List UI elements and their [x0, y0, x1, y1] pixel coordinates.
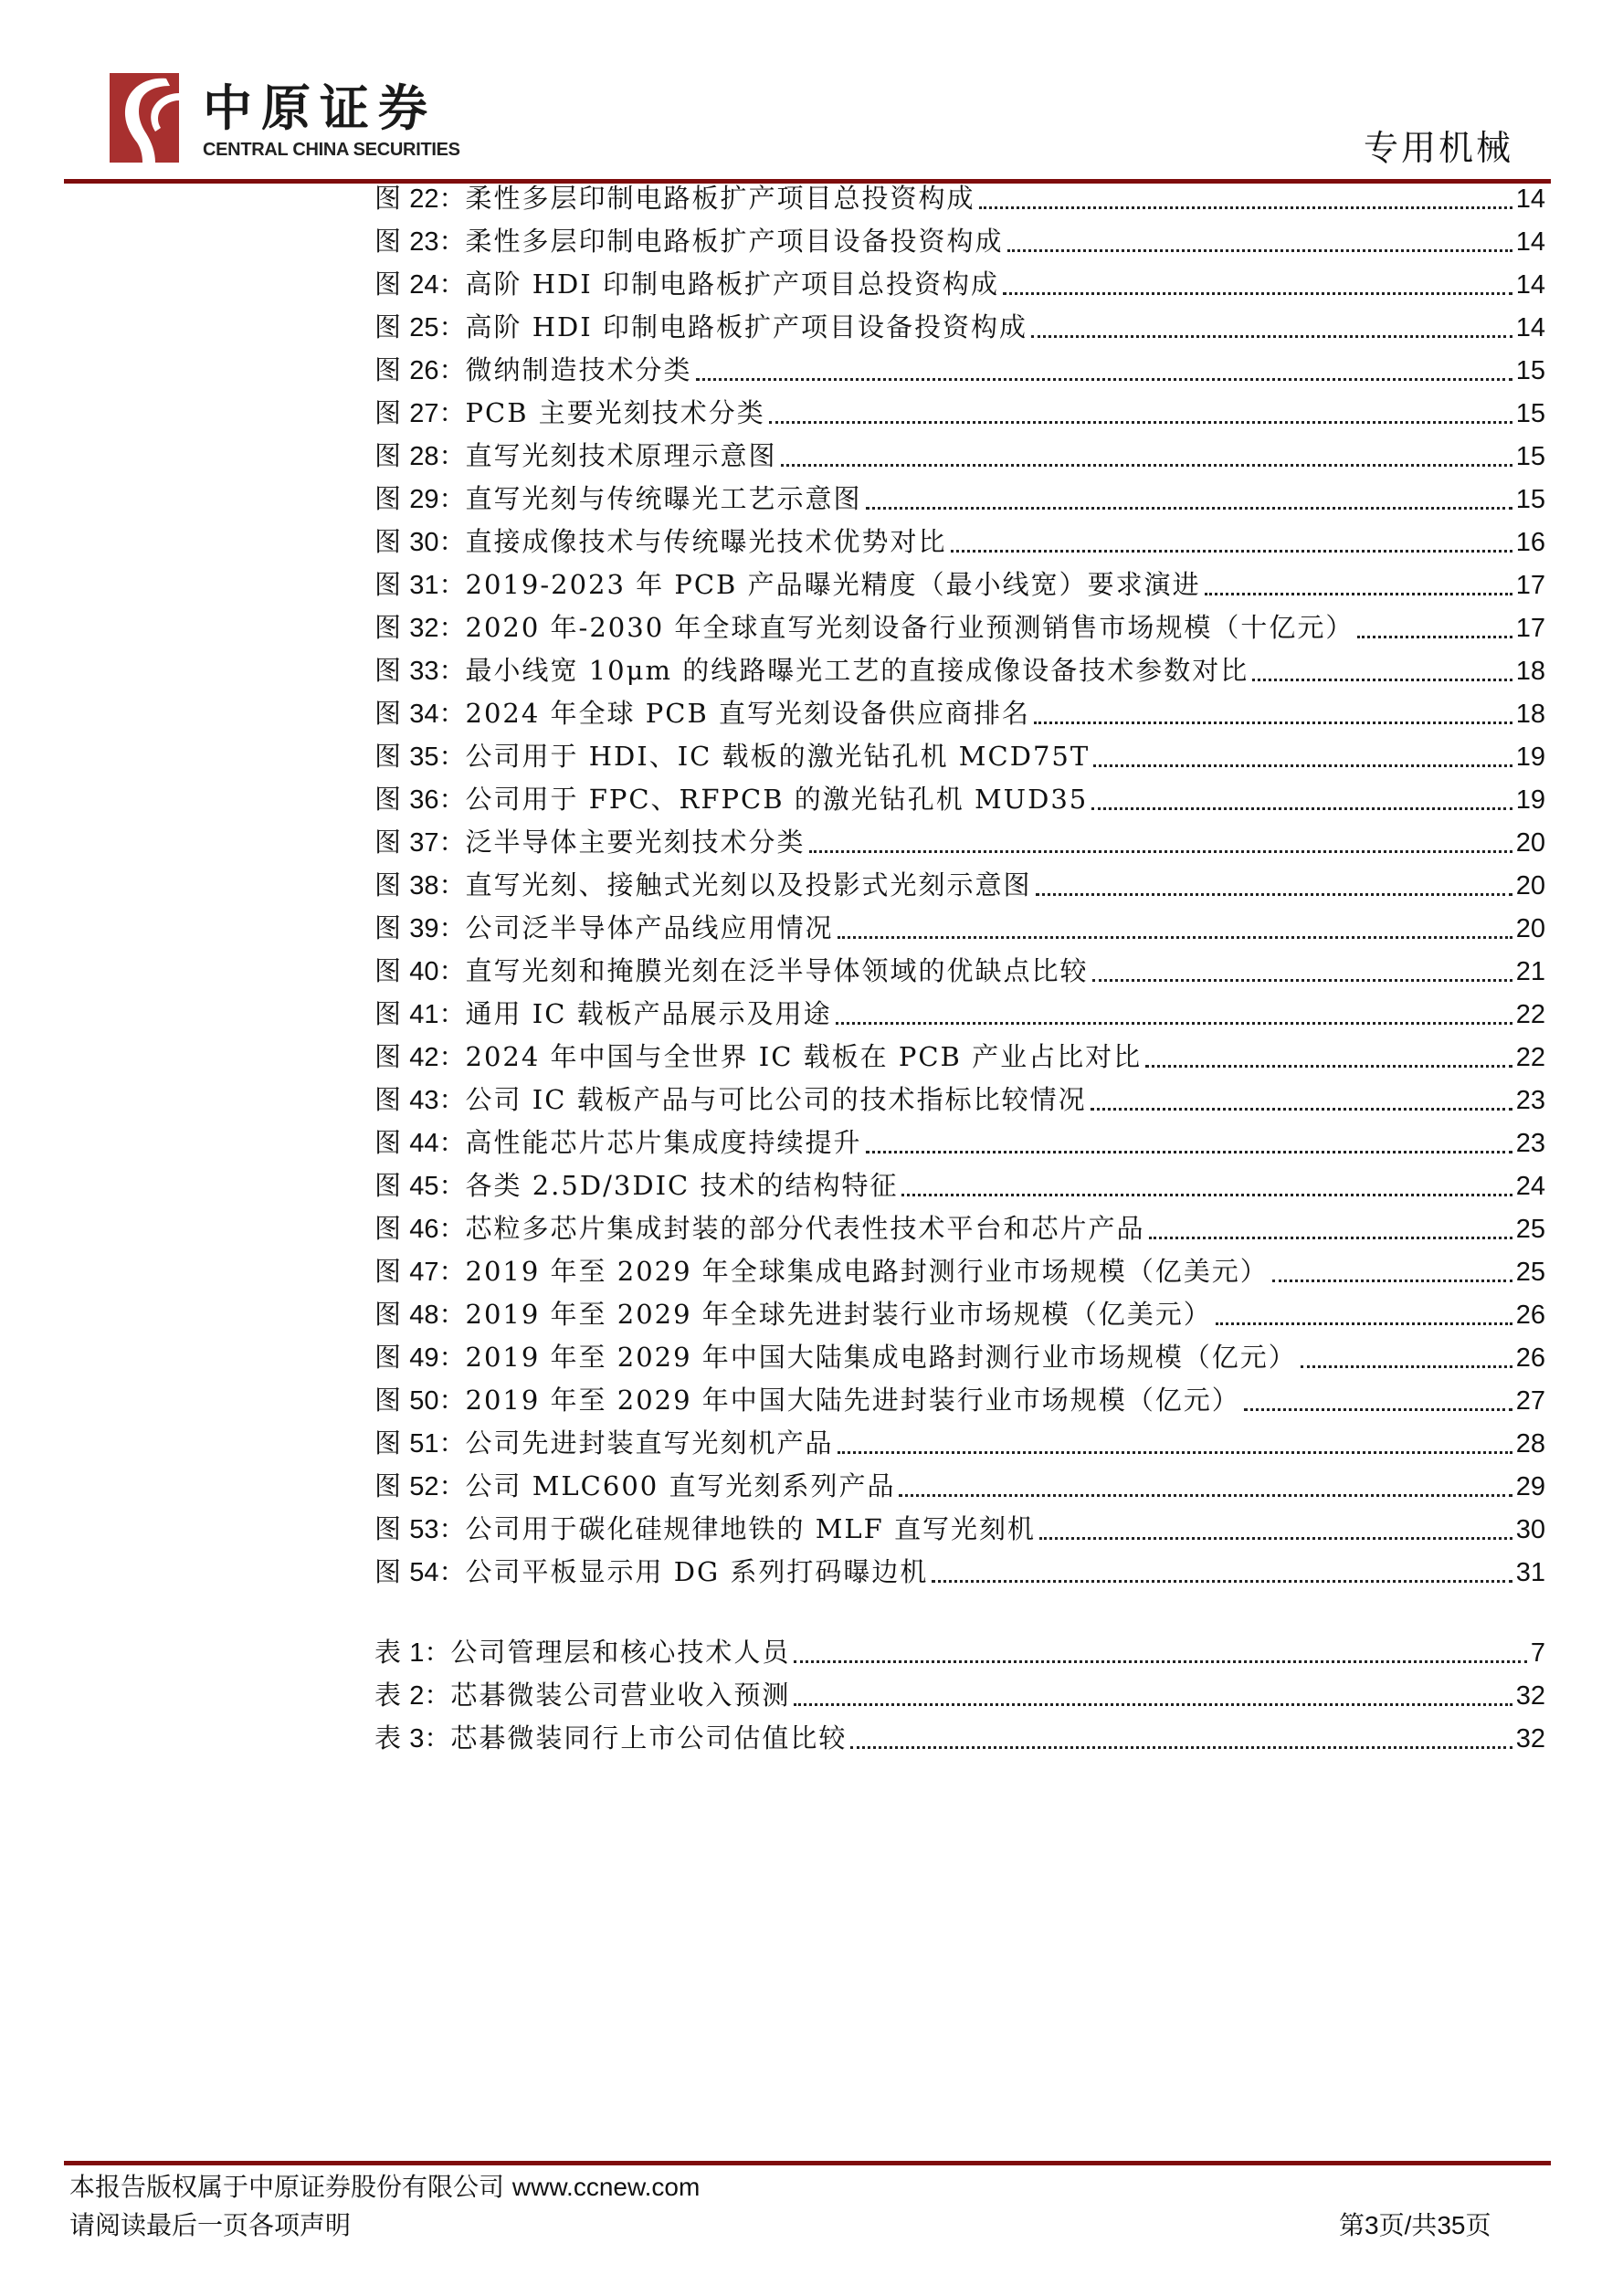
toc-dot-leader	[769, 395, 1512, 432]
toc-entry-prefix: 图	[374, 1385, 402, 1416]
toc-entry-prefix: 图	[374, 827, 402, 858]
toc-entry-label	[374, 1167, 901, 1205]
toc-entry-number: 49	[409, 1343, 439, 1373]
figure-toc-entry[interactable]	[374, 1469, 1545, 1505]
toc-dot-leader	[781, 438, 1512, 475]
toc-entry-colon: ：	[438, 912, 466, 943]
toc-entry-number: 54	[409, 1558, 439, 1587]
figure-toc-entry[interactable]	[374, 696, 1545, 732]
toc-dot-leader	[809, 825, 1512, 861]
toc-entry-number: 36	[409, 785, 439, 815]
toc-entry-prefix: 图	[374, 1299, 402, 1330]
toc-entry-colon: ：	[438, 998, 466, 1029]
toc-entry-page-number: 23	[1515, 1086, 1545, 1115]
toc-dot-leader	[1145, 1039, 1512, 1076]
toc-entry-page-number: 25	[1515, 1258, 1545, 1287]
toc-dot-leader	[850, 1721, 1512, 1757]
toc-entry-label	[374, 695, 1034, 732]
toc-entry-label	[374, 1296, 1216, 1333]
figure-toc-entry[interactable]	[374, 1340, 1545, 1376]
toc-entry-title: PCB 主要光刻技术分类	[465, 397, 765, 428]
toc-entry-label	[374, 1468, 899, 1505]
toc-entry-title: 公司用于 FPC、RFPCB 的激光钻孔机 MUD35	[465, 784, 1089, 815]
figure-toc-entry[interactable]	[374, 653, 1545, 690]
toc-entry-prefix: 图	[374, 655, 402, 686]
toc-entry-colon: ：	[438, 655, 466, 686]
toc-entry-label	[374, 1210, 1149, 1248]
toc-entry-number: 23	[409, 227, 439, 257]
toc-entry-title: 2024 年中国与全世界 IC 载板在 PCB 产业占比对比	[465, 1041, 1143, 1072]
toc-entry-colon: ：	[438, 269, 466, 300]
toc-entry-number: 50	[409, 1386, 439, 1416]
toc-dot-leader	[901, 1168, 1512, 1205]
toc-entry-number: 27	[409, 399, 439, 428]
toc-entry-label	[374, 266, 1003, 303]
toc-entry-colon: ：	[438, 1041, 466, 1072]
toc-entry-colon: ：	[438, 1084, 466, 1115]
toc-entry-prefix: 图	[374, 1556, 402, 1587]
toc-dot-leader	[932, 1554, 1512, 1591]
toc-entry-prefix: 图	[374, 1213, 402, 1244]
toc-entry-prefix: 表	[374, 1637, 402, 1668]
toc-entry-colon: ：	[438, 827, 466, 858]
toc-entry-prefix: 图	[374, 741, 402, 772]
toc-entry-label	[374, 910, 838, 947]
figure-toc-entry[interactable]	[374, 1168, 1545, 1205]
toc-entry-number: 48	[409, 1301, 439, 1330]
toc-entry-page-number: 19	[1515, 785, 1545, 815]
footer-copyright-text: 本报告版权属于中原证券股份有限公司	[69, 2172, 505, 2202]
figure-toc-entry[interactable]	[374, 996, 1545, 1033]
toc-entry-title: 公司管理层和核心技术人员	[450, 1637, 791, 1668]
toc-entry-label	[374, 995, 836, 1033]
figure-toc-entry[interactable]	[374, 481, 1545, 518]
toc-entry-prefix: 图	[374, 1470, 402, 1501]
toc-entry-page-number: 27	[1515, 1386, 1545, 1416]
toc-entry-number: 47	[409, 1258, 439, 1287]
toc-entry-title: 柔性多层印制电路板扩产项目总投资构成	[465, 183, 975, 214]
toc-entry-label	[374, 352, 696, 389]
toc-dot-leader	[1216, 1297, 1512, 1333]
figure-toc-entry[interactable]	[374, 1297, 1545, 1333]
toc-dot-leader	[838, 911, 1512, 947]
toc-entry-title: 直写光刻技术原理示意图	[465, 440, 777, 471]
toc-entry-page-number: 18	[1515, 657, 1545, 686]
toc-entry-prefix: 图	[374, 311, 402, 342]
toc-entry-prefix: 图	[374, 440, 402, 471]
figure-toc-entry[interactable]	[374, 1039, 1545, 1076]
toc-entry-colon: ：	[438, 183, 466, 214]
toc-entry-title: 高阶 HDI 印制电路板扩产项目设备投资构成	[465, 311, 1028, 342]
toc-dot-leader	[1039, 1511, 1512, 1548]
toc-entry-title: 公司用于 HDI、IC 载板的激光钻孔机 MCD75T	[465, 741, 1091, 772]
figure-toc-entry[interactable]	[374, 438, 1545, 475]
toc-entry-page-number: 14	[1515, 227, 1545, 257]
toc-entry-colon: ：	[438, 354, 466, 385]
toc-entry-prefix: 图	[374, 1256, 402, 1287]
toc-entry-page-number: 19	[1515, 743, 1545, 772]
toc-entry-colon: ：	[438, 784, 466, 815]
toc-dot-leader	[951, 524, 1512, 561]
toc-entry-prefix: 图	[374, 569, 402, 600]
toc-dot-leader	[866, 481, 1512, 518]
toc-entry-number: 41	[409, 1000, 439, 1029]
toc-entry-colon: ：	[438, 1427, 466, 1459]
toc-entry-page-number: 20	[1515, 914, 1545, 943]
toc-entry-number: 26	[409, 356, 439, 385]
toc-entry-title: 2019 年至 2029 年中国大陆集成电路封测行业市场规模（亿元）	[465, 1342, 1297, 1373]
toc-entry-number: 22	[409, 184, 439, 214]
figure-toc-entry[interactable]	[374, 868, 1545, 904]
toc-entry-number: 52	[409, 1472, 439, 1501]
toc-entry-label	[374, 1634, 794, 1671]
toc-dot-leader	[1244, 1383, 1512, 1419]
toc-entry-prefix: 图	[374, 1513, 402, 1544]
toc-entry-number: 34	[409, 700, 439, 729]
toc-entry-prefix: 图	[374, 784, 402, 815]
figure-toc-entry[interactable]	[374, 181, 1545, 217]
toc-entry-label	[374, 1511, 1039, 1548]
toc-dot-leader	[1357, 610, 1512, 647]
toc-entry-colon: ：	[438, 1470, 466, 1501]
toc-entry-title: 各类 2.5D/3DIC 技术的结构特征	[465, 1170, 899, 1201]
toc-dot-leader	[794, 1678, 1512, 1714]
table-toc-entry[interactable]	[374, 1721, 1545, 1757]
toc-entry-page-number: 14	[1515, 270, 1545, 300]
toc-entry-label	[374, 738, 1093, 775]
toc-entry-colon: ：	[438, 741, 466, 772]
toc-entry-page-number: 32	[1515, 1681, 1545, 1711]
toc-entry-title: 直接成像技术与传统曝光技术优势对比	[465, 526, 947, 557]
toc-dot-leader	[866, 1125, 1512, 1162]
toc-entry-number: 42	[409, 1043, 439, 1072]
toc-dot-leader	[1149, 1211, 1512, 1248]
toc-entry-colon: ：	[438, 569, 466, 600]
toc-entry-page-number: 29	[1515, 1472, 1545, 1501]
toc-entry-label	[374, 1677, 794, 1714]
figure-toc-entry[interactable]	[374, 1554, 1545, 1591]
toc-entry-title: 微纳制造技术分类	[465, 354, 692, 385]
table-toc-entry[interactable]	[374, 1678, 1545, 1714]
toc-entry-label	[374, 437, 781, 475]
toc-entry-page-number: 17	[1515, 571, 1545, 600]
toc-entry-colon: ：	[438, 526, 466, 557]
figure-toc-entry[interactable]	[374, 224, 1545, 260]
toc-entry-label	[374, 1425, 838, 1462]
toc-dot-leader	[1031, 310, 1512, 346]
toc-entry-title: 芯碁微装公司营业收入预测	[450, 1680, 791, 1711]
toc-entry-title: 泛半导体主要光刻技术分类	[465, 827, 806, 858]
toc-entry-number: 25	[409, 313, 439, 342]
toc-entry-number: 28	[409, 442, 439, 471]
toc-entry-number: 51	[409, 1429, 439, 1459]
toc-entry-title: 通用 IC 载板产品展示及用途	[465, 998, 832, 1029]
toc-entry-label	[374, 652, 1252, 690]
toc-entry-title: 2019-2023 年 PCB 产品曝光精度（最小线宽）要求演进	[465, 569, 1201, 600]
toc-entry-page-number: 26	[1515, 1301, 1545, 1330]
figure-toc-entry[interactable]	[374, 911, 1545, 947]
toc-entry-colon: ：	[438, 226, 466, 257]
toc-entry-prefix: 图	[374, 354, 402, 385]
toc-dot-leader	[1272, 1254, 1512, 1290]
toc-entry-prefix: 图	[374, 955, 402, 986]
toc-entry-title: 直写光刻和掩膜光刻在泛半导体领域的优缺点比较	[465, 955, 1089, 986]
toc-entry-colon: ：	[438, 1299, 466, 1330]
figure-toc-entry[interactable]	[374, 1383, 1545, 1419]
toc-entry-label	[374, 1124, 866, 1162]
figure-toc-entry[interactable]	[374, 1211, 1545, 1248]
toc-entry-number: 3	[409, 1724, 425, 1754]
toc-entry-number: 29	[409, 485, 439, 514]
figure-toc-entry[interactable]	[374, 310, 1545, 346]
toc-entry-colon: ：	[438, 1513, 466, 1544]
toc-entry-number: 43	[409, 1086, 439, 1115]
toc-entry-colon: ：	[438, 1127, 466, 1158]
toc-dot-leader	[979, 181, 1512, 217]
figure-toc-entry[interactable]	[374, 267, 1545, 303]
toc-entry-number: 45	[409, 1172, 439, 1201]
toc-entry-label	[374, 1081, 1091, 1119]
toc-entry-colon: ：	[424, 1637, 451, 1668]
toc-entry-number: 46	[409, 1215, 439, 1244]
toc-entry-colon: ：	[438, 440, 466, 471]
toc-entry-label	[374, 824, 809, 861]
toc-entry-title: 芯粒多芯片集成封装的部分代表性技术平台和芯片产品	[465, 1213, 1145, 1244]
toc-entry-prefix: 表	[374, 1722, 402, 1754]
toc-entry-number: 32	[409, 614, 439, 643]
toc-entry-title: 最小线宽 10μm 的线路曝光工艺的直接成像设备技术参数对比	[465, 655, 1249, 686]
footer-copyright	[69, 2170, 700, 2205]
figure-toc-entry[interactable]	[374, 739, 1545, 775]
toc-entry-number: 44	[409, 1129, 439, 1158]
logo-chinese-name: 中原证券	[203, 79, 437, 137]
toc-entry-page-number: 20	[1515, 828, 1545, 858]
toc-entry-label	[374, 609, 1357, 647]
toc-entry-colon: ：	[438, 1385, 466, 1416]
figure-toc-entry[interactable]	[374, 782, 1545, 818]
toc-entry-prefix: 图	[374, 397, 402, 428]
toc-dot-leader	[1301, 1340, 1512, 1376]
toc-entry-title: 2024 年全球 PCB 直写光刻设备供应商排名	[465, 698, 1030, 729]
toc-entry-number: 53	[409, 1515, 439, 1544]
toc-entry-page-number: 15	[1515, 485, 1545, 514]
toc-entry-prefix: 图	[374, 1127, 402, 1158]
toc-entry-label	[374, 953, 1092, 990]
header-sector-label: 专用机械	[1363, 128, 1513, 168]
toc-entry-label	[374, 180, 979, 217]
toc-entry-title: 公司平板显示用 DG 系列打码曝边机	[465, 1556, 929, 1587]
toc-entry-colon: ：	[424, 1722, 451, 1754]
toc-dot-leader	[696, 353, 1512, 389]
toc-entry-number: 31	[409, 571, 439, 600]
toc-entry-prefix: 图	[374, 1427, 402, 1459]
toc-dot-leader	[1091, 782, 1512, 818]
figure-toc-entry[interactable]	[374, 953, 1545, 990]
toc-entry-title: 高性能芯片芯片集成度持续提升	[465, 1127, 862, 1158]
toc-dot-leader	[899, 1469, 1512, 1505]
toc-entry-colon: ：	[438, 955, 466, 986]
figure-toc-entry[interactable]	[374, 353, 1545, 389]
toc-entry-page-number: 15	[1515, 399, 1545, 428]
figure-toc-entry[interactable]	[374, 1254, 1545, 1290]
toc-entry-prefix: 图	[374, 1342, 402, 1373]
toc-entry-page-number: 16	[1515, 528, 1545, 557]
toc-dot-leader	[1205, 567, 1512, 604]
toc-entry-title: 2019 年至 2029 年中国大陆先进封装行业市场规模（亿元）	[465, 1385, 1240, 1416]
toc-entry-page-number: 26	[1515, 1343, 1545, 1373]
toc-entry-label	[374, 1553, 932, 1591]
toc-entry-prefix: 图	[374, 483, 402, 514]
toc-entry-colon: ：	[438, 1256, 466, 1287]
toc-entry-label	[374, 1038, 1145, 1076]
toc-entry-number: 24	[409, 270, 439, 300]
toc-entry-title: 2019 年至 2029 年全球集成电路封测行业市场规模（亿美元）	[465, 1256, 1269, 1287]
footer-disclaimer-notice: 请阅读最后一页各项声明	[69, 2210, 352, 2240]
toc-entry-prefix: 图	[374, 1170, 402, 1201]
toc-entry-prefix: 图	[374, 226, 402, 257]
figure-toc-entry[interactable]	[374, 524, 1545, 561]
toc-entry-number: 40	[409, 957, 439, 986]
logo-english-name: CENTRAL CHINA SECURITIES	[203, 140, 460, 160]
table-toc-entry[interactable]	[374, 1635, 1545, 1671]
toc-entry-title: 公司 IC 载板产品与可比公司的技术指标比较情况	[465, 1084, 1087, 1115]
toc-entry-page-number: 21	[1515, 957, 1545, 986]
toc-entry-title: 2019 年至 2029 年全球先进封装行业市场规模（亿美元）	[465, 1299, 1212, 1330]
toc-entry-prefix: 图	[374, 1084, 402, 1115]
toc-entry-page-number: 28	[1515, 1429, 1545, 1459]
toc-entry-label	[374, 1382, 1244, 1419]
toc-entry-label	[374, 309, 1031, 346]
toc-entry-page-number: 32	[1515, 1724, 1545, 1754]
toc-entry-label	[374, 1339, 1301, 1376]
toc-entry-prefix: 图	[374, 912, 402, 943]
toc-entry-page-number: 25	[1515, 1215, 1545, 1244]
toc-entry-prefix: 图	[374, 698, 402, 729]
toc-entry-prefix: 图	[374, 612, 402, 643]
toc-entry-page-number: 23	[1515, 1129, 1545, 1158]
figure-toc-entry[interactable]	[374, 395, 1545, 432]
footer-divider	[64, 2161, 1551, 2165]
toc-entry-title: 直写光刻与传统曝光工艺示意图	[465, 483, 862, 514]
toc-dot-leader	[1093, 739, 1512, 775]
toc-entry-colon: ：	[438, 869, 466, 900]
toc-entry-colon: ：	[438, 698, 466, 729]
toc-entry-title: 直写光刻、接触式光刻以及投影式光刻示意图	[465, 869, 1032, 900]
logo-swoosh-icon	[110, 73, 179, 163]
toc-entry-page-number: 22	[1515, 1043, 1545, 1072]
toc-entry-prefix: 表	[374, 1680, 402, 1711]
figure-toc-entry[interactable]	[374, 1125, 1545, 1162]
toc-dot-leader	[1252, 653, 1512, 690]
toc-dot-leader	[1036, 868, 1512, 904]
toc-entry-page-number: 22	[1515, 1000, 1545, 1029]
figure-toc-entry[interactable]	[374, 1082, 1545, 1119]
toc-entry-number: 30	[409, 528, 439, 557]
toc-entry-colon: ：	[438, 311, 466, 342]
toc-entry-title: 公司泛半导体产品线应用情况	[465, 912, 834, 943]
toc-entry-title: 公司用于碳化硅规律地铁的 MLF 直写光刻机	[465, 1513, 1037, 1544]
toc-entry-number: 38	[409, 871, 439, 900]
toc-entry-page-number: 20	[1515, 871, 1545, 900]
footer-url-link[interactable]: www.ccnew.com	[511, 2173, 701, 2201]
figure-toc-entry[interactable]	[374, 610, 1545, 647]
toc-entry-number: 35	[409, 743, 439, 772]
toc-entry-label	[374, 523, 951, 561]
toc-entry-colon: ：	[438, 1556, 466, 1587]
toc-entry-prefix: 图	[374, 998, 402, 1029]
toc-entry-prefix: 图	[374, 269, 402, 300]
toc-dot-leader	[1007, 224, 1512, 260]
toc-entry-label	[374, 1720, 850, 1757]
toc-dot-leader	[1091, 1082, 1512, 1119]
toc-entry-label	[374, 566, 1205, 604]
toc-dot-leader	[838, 1426, 1512, 1462]
toc-entry-colon: ：	[438, 1213, 466, 1244]
toc-dot-leader	[1034, 696, 1512, 732]
toc-entry-prefix: 图	[374, 526, 402, 557]
toc-entry-page-number: 7	[1530, 1638, 1545, 1668]
toc-entry-label	[374, 1253, 1272, 1290]
toc-entry-title: 公司 MLC600 直写光刻系列产品	[465, 1470, 896, 1501]
toc-entry-page-number: 18	[1515, 700, 1545, 729]
toc-entry-page-number: 31	[1515, 1558, 1545, 1587]
toc-entry-label	[374, 395, 769, 432]
toc-entry-colon: ：	[438, 612, 466, 643]
toc-entry-prefix: 图	[374, 1041, 402, 1072]
toc-dot-leader	[794, 1635, 1526, 1671]
toc-entry-colon: ：	[438, 1342, 466, 1373]
toc-entry-title: 芯碁微装同行上市公司估值比较	[450, 1722, 848, 1754]
figure-toc-entry[interactable]	[374, 567, 1545, 604]
toc-entry-number: 39	[409, 914, 439, 943]
toc-entry-title: 2020 年-2030 年全球直写光刻设备行业预测销售市场规模（十亿元）	[465, 612, 1354, 643]
toc-entry-colon: ：	[438, 1170, 466, 1201]
toc-entry-colon: ：	[424, 1680, 451, 1711]
toc-entry-page-number: 15	[1515, 442, 1545, 471]
footer-page-indicator: 第3页/共35页	[1339, 2211, 1491, 2239]
toc-dot-leader	[1003, 267, 1512, 303]
toc-entry-number: 33	[409, 657, 439, 686]
figure-toc-entry[interactable]	[374, 825, 1545, 861]
toc-entry-number: 2	[409, 1681, 425, 1711]
toc-entry-number: 1	[409, 1638, 425, 1668]
toc-entry-page-number: 24	[1515, 1172, 1545, 1201]
toc-entry-prefix: 图	[374, 183, 402, 214]
company-logo-mark	[110, 73, 179, 163]
figure-toc-entry[interactable]	[374, 1426, 1545, 1462]
toc-entry-prefix: 图	[374, 869, 402, 900]
figure-toc-entry[interactable]	[374, 1511, 1545, 1548]
toc-entry-number: 37	[409, 828, 439, 858]
toc-entry-label	[374, 781, 1091, 818]
toc-entry-page-number: 14	[1515, 184, 1545, 214]
toc-entry-title: 柔性多层印制电路板扩产项目设备投资构成	[465, 226, 1004, 257]
toc-entry-label	[374, 223, 1007, 260]
toc-entry-title: 高阶 HDI 印制电路板扩产项目总投资构成	[465, 269, 999, 300]
toc-entry-title: 公司先进封装直写光刻机产品	[465, 1427, 834, 1459]
toc-entry-page-number: 30	[1515, 1515, 1545, 1544]
toc-entry-page-number: 15	[1515, 356, 1545, 385]
toc-entry-page-number: 17	[1515, 614, 1545, 643]
toc-entry-page-number: 14	[1515, 313, 1545, 342]
toc-entry-label	[374, 867, 1036, 904]
toc-entry-colon: ：	[438, 483, 466, 514]
toc-dot-leader	[836, 996, 1512, 1033]
toc-entry-colon: ：	[438, 397, 466, 428]
toc-dot-leader	[1092, 953, 1512, 990]
toc-entry-label	[374, 480, 866, 518]
